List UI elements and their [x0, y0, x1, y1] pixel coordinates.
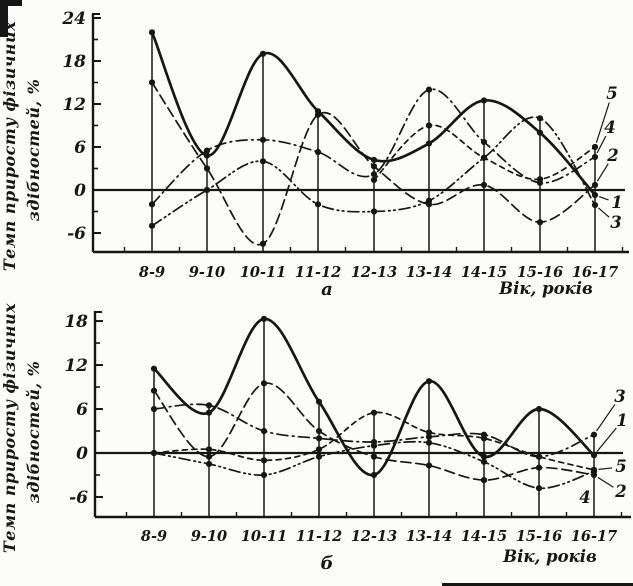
panel-a-series-4-marker: [315, 149, 321, 155]
panel-a-series-1-marker: [592, 192, 598, 198]
panel-a-axes: [61, 9, 629, 252]
panel-b-xtick-label: 8-9: [140, 528, 168, 545]
panel-b-series-4-marker: [481, 459, 487, 465]
panel-a-series-1-marker: [426, 140, 432, 146]
panel-a-series-2-marker: [149, 79, 155, 85]
panel-b-leader-2: [598, 477, 614, 487]
panel-b-series-5-marker: [481, 435, 487, 441]
panel-b-series-3-marker: [591, 432, 597, 438]
panel-b-panel-label: б: [320, 553, 334, 574]
panel-b-xtick-label: 10-11: [240, 528, 288, 545]
panel-a-ytick-label: 24: [62, 8, 86, 29]
panel-b-ytick-label: -6: [69, 487, 88, 508]
panel-b-xtick-label: 15-16: [515, 528, 563, 545]
panel-b-curve-label-5: 5: [615, 457, 627, 476]
panel-a-xtick-label: 8-9: [138, 264, 166, 281]
panel-b-series-1-marker: [591, 452, 597, 458]
panel-b-series-3-marker: [316, 435, 322, 441]
panel-a-series-5-marker: [592, 144, 598, 150]
panel-a-series-3-marker: [592, 202, 598, 208]
panel-b-series-4-marker: [536, 485, 542, 491]
panel-b-xtick-label: 14-15: [460, 528, 508, 545]
panel-b-ytick-label: 6: [76, 400, 88, 421]
panel-a-series-4-marker: [426, 87, 432, 93]
panel-b-series-5-marker: [316, 446, 322, 452]
panel-a-xtick-label: 12-13: [350, 264, 398, 281]
panel-a-curve-label-4: 4: [604, 118, 616, 137]
panel-a-series-1-marker: [371, 157, 377, 163]
panel-a-ylabel-line2: здібностей, %: [24, 78, 43, 222]
panel-b-curve-label-1: 1: [616, 411, 628, 430]
panel-b-series-5-marker: [591, 467, 597, 473]
panel-b-leader-1: [597, 428, 616, 452]
panel-a-series-2-marker: [371, 163, 377, 169]
panel-a-curve-label-2: 2: [607, 146, 619, 165]
panel-a-series-1-marker: [537, 130, 543, 136]
panel-a-ytick-label: 12: [62, 94, 86, 115]
panel-b-ytick-label: 12: [64, 356, 88, 377]
panel-b-series-4-marker: [426, 440, 432, 446]
panel-b-series-2-marker: [316, 428, 322, 434]
panel-a-xtick-label: 15-16: [516, 264, 564, 281]
panel-a-series-5-marker: [426, 122, 432, 128]
panel-b-ylabel-line2: здібностей, %: [24, 360, 43, 504]
panel-b-curve-label-3: 3: [614, 387, 626, 406]
panel-a-ylabel-line1: Темп приросту фізичних: [0, 20, 19, 272]
panel-b-series-1-marker: [536, 406, 542, 412]
panel-a-series-2-marker: [204, 165, 210, 171]
panel-b-series-2-marker: [151, 388, 157, 394]
panel-a-ytick-label: -6: [67, 224, 86, 245]
panel-b-series-2-marker: [426, 462, 432, 468]
panel-a-series-4-marker: [481, 139, 487, 145]
panel-a-series-1-marker: [481, 97, 487, 103]
panel-b-series-5-marker: [151, 450, 157, 456]
panel-a-series-3-marker: [426, 198, 432, 204]
panel-a-curve-label-1: 1: [611, 193, 623, 212]
panel-b: [0, 303, 631, 574]
panel-b-series-4-marker: [316, 454, 322, 460]
panel-a-series-2-marker: [315, 112, 321, 118]
panel-b-series-4-marker: [206, 461, 212, 467]
panel-a-series-3-marker: [315, 201, 321, 207]
panel-b-series-1-marker: [371, 472, 377, 478]
panel-b-ylabel-line1: Темп приросту фізичних: [0, 302, 19, 554]
panel-b-leader-5: [598, 468, 612, 469]
panel-a-xtick-label: 10-11: [239, 264, 287, 281]
panel-b-series-1-marker: [151, 366, 157, 372]
panel-a-ytick-label: 0: [74, 181, 86, 201]
panel-b-series-5-marker: [261, 457, 267, 463]
panel-a-series-2-marker: [537, 219, 543, 225]
panel-b-series-5-marker: [206, 446, 212, 452]
panel-a-ytick-label: 6: [74, 137, 86, 158]
panel-a-leader-3: [598, 208, 609, 217]
panel-a-leader-2: [597, 164, 608, 182]
panel-a-series-2-marker: [260, 241, 266, 247]
panel-b-series-5-marker: [371, 410, 377, 416]
panel-b-xtick-labels: [141, 528, 617, 545]
panel-b-curve-label-2: 2: [615, 482, 627, 501]
panel-b-curve-label-4: 4: [579, 488, 591, 507]
panel-a-series-3-marker: [204, 187, 210, 193]
panel-b-series-5-marker: [536, 454, 542, 460]
panel-a-series-4-marker: [149, 201, 155, 207]
panel-a-series-1-marker: [149, 29, 155, 35]
panel-a-leader-1: [599, 197, 608, 200]
panel-a-xtick-label: 16-17: [571, 264, 619, 281]
panel-a-series-5-marker: [371, 177, 377, 183]
panel-a-series-2-marker: [481, 182, 487, 188]
panel-b-series-2-marker: [536, 465, 542, 471]
panel-a-leader-4: [597, 136, 606, 153]
scan-mark-top-edge: [0, 0, 22, 6]
panel-a-series-3-marker: [149, 223, 155, 229]
panel-b-xtick-label: 16-17: [570, 528, 618, 545]
panel-b-series-2-marker: [371, 454, 377, 460]
panel-a-ytick-label: 18: [62, 51, 86, 72]
panel-a-series: [149, 29, 598, 247]
panel-a: [0, 9, 629, 300]
panel-a-xtick-label: 14-15: [460, 264, 508, 281]
panel-b-series-3-marker: [261, 428, 267, 434]
panel-a-series-2-marker: [592, 182, 598, 188]
panel-b-ytick-label: 18: [64, 312, 88, 333]
panel-b-series-4-marker: [371, 443, 377, 449]
panel-b-axes: [64, 311, 631, 517]
panel-b-leader-3: [597, 404, 615, 431]
panel-a-series-1-marker: [260, 51, 266, 57]
panel-a-series-3-marker: [537, 115, 543, 121]
panel-b-series-1-marker: [206, 410, 212, 416]
panel-a-series-5-marker: [481, 155, 487, 161]
panel-a-series-4-marker: [204, 147, 210, 153]
panel-b-xtick-label: 11-12: [295, 528, 343, 545]
panel-a-xlabel: Вік, років: [499, 279, 593, 298]
panel-a-end-labels: [596, 84, 622, 232]
panel-b-series-3-marker: [151, 406, 157, 412]
panel-a-xtick-label: 11-12: [294, 264, 342, 281]
panel-b-series-2-marker: [206, 454, 212, 460]
panel-a-series-3-marker: [260, 158, 266, 164]
panel-b-ytick-label: 0: [76, 444, 88, 464]
panel-b-series-1-marker: [426, 378, 432, 384]
panel-b-series-5-marker: [426, 429, 432, 435]
panel-a-series-4-marker: [260, 137, 266, 143]
panel-a-curve-label-5: 5: [606, 84, 618, 103]
panel-a-panel-label: а: [321, 279, 333, 300]
panel-b-series-2-marker: [481, 477, 487, 483]
panel-b-series-3-marker: [206, 402, 212, 408]
panel-a-xtick-label: 13-14: [405, 264, 453, 281]
panel-b-xtick-label: 9-10: [190, 528, 228, 545]
panel-b-xtick-label: 12-13: [350, 528, 398, 545]
panel-a-series-5-marker: [537, 176, 543, 182]
panel-b-series-1-marker: [316, 399, 322, 405]
panel-b-series-1-marker: [261, 316, 267, 322]
panel-a-series-4-marker: [592, 154, 598, 160]
panel-b-series-2-marker: [261, 380, 267, 386]
panel-a-xtick-label: 9-10: [188, 264, 226, 281]
panel-b-xtick-label: 13-14: [405, 528, 453, 545]
panel-a-curve-label-3: 3: [610, 213, 622, 232]
panel-b-xlabel: Вік, років: [503, 547, 597, 566]
panel-b-series-4-marker: [261, 472, 267, 478]
panel-a-series-3-marker: [371, 208, 377, 214]
panel-b-stems: [154, 319, 594, 517]
